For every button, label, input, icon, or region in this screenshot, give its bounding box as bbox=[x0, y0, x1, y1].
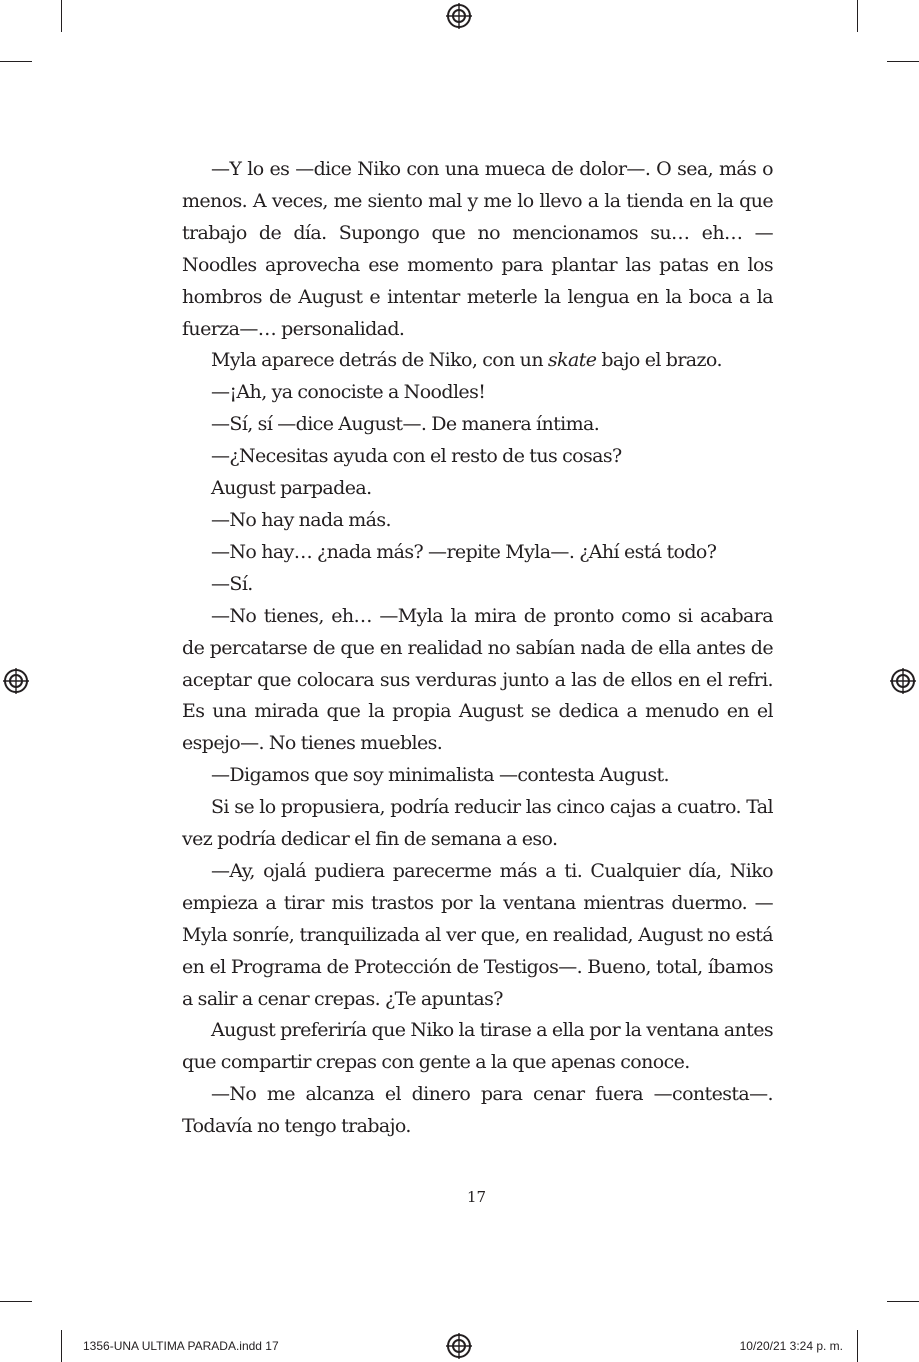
crop-mark-bottom-left-h bbox=[0, 1301, 32, 1302]
paragraph: —Sí. bbox=[211, 572, 253, 595]
paragraph: —¿Necesitas ayuda con el resto de tus cosas? bbox=[211, 445, 622, 468]
registration-mark-icon bbox=[3, 668, 29, 694]
registration-mark-icon bbox=[890, 668, 916, 694]
paragraph: August preferiría que Niko la tirase a ella por la ventana antes que compartir crepas con gente a la que apenas conoce. bbox=[182, 1019, 773, 1074]
paragraph: —¡Ah, ya conociste a Noodles! bbox=[211, 381, 486, 404]
slug-filename: 1356-UNA ULTIMA PARADA.indd 17 bbox=[83, 1339, 279, 1353]
paragraph: —No hay nada más. bbox=[211, 508, 391, 531]
italic-word: skate bbox=[547, 349, 597, 372]
paragraph: Si se lo propusiera, podría reducir las cinco cajas a cuatro. Tal vez podría dedicar el fin de semana a eso. bbox=[182, 796, 773, 851]
paragraph: —Digamos que soy minimalista —contesta August. bbox=[211, 764, 669, 787]
crop-mark-top-left bbox=[61, 0, 62, 32]
body-text bbox=[182, 154, 773, 1143]
paragraph: —No hay… ¿nada más? —repite Myla—. ¿Ahí está todo? bbox=[211, 540, 717, 563]
page-number: 17 bbox=[466, 1188, 487, 1206]
crop-mark-top-right bbox=[857, 0, 858, 32]
paragraph: —Y lo es —dice Niko con una mueca de dolor—. O sea, más o menos. A veces, me siento mal y me lo llevo a la tienda en la que trabajo de día. Supongo que no mencionamos su… eh… —Noodles aprovecha ese momento para plantar las patas en los hombros de August e intentar meterle la lengua en la boca a la fuerza—… personalidad. bbox=[182, 158, 773, 340]
paragraph: —Ay, ojalá pudiera parecerme más a ti. Cualquier día, Niko empieza a tirar mis trastos por la ventana mientras duermo. —Myla sonríe, tranquilizada al ver que, en realidad, August no está en el Programa de Protección de Testigos—. Bueno, total, íbamos a salir a cenar crepas. ¿Te apuntas? bbox=[182, 859, 773, 1010]
paragraph: —No tienes, eh… —Myla la mira de pronto como si acabara de percatarse de que en realidad no sabían nada de ella antes de aceptar que colocara sus verduras junto a las de ellos en el refri. Es una mirada que la propia August se dedica a menudo en el espejo—. No tienes muebles. bbox=[182, 604, 773, 755]
paragraph: August parpadea. bbox=[211, 477, 372, 500]
paragraph: —Sí, sí —dice August—. De manera íntima. bbox=[211, 413, 600, 436]
crop-mark-top-right-h bbox=[887, 61, 919, 62]
crop-mark-bottom-left bbox=[61, 1330, 62, 1362]
registration-mark-icon bbox=[446, 1333, 472, 1359]
paragraph: Myla aparece detrás de Niko, con un skate bajo el brazo. bbox=[211, 349, 722, 372]
crop-mark-bottom-right bbox=[857, 1330, 858, 1362]
paragraph: —No me alcanza el dinero para cenar fuera —contesta—. Todavía no tengo trabajo. bbox=[182, 1083, 773, 1138]
slug-timestamp: 10/20/21 3:24 p. m. bbox=[739, 1339, 843, 1353]
crop-mark-top-left-h bbox=[0, 61, 32, 62]
crop-mark-bottom-right-h bbox=[887, 1301, 919, 1302]
registration-mark-icon bbox=[446, 3, 472, 29]
